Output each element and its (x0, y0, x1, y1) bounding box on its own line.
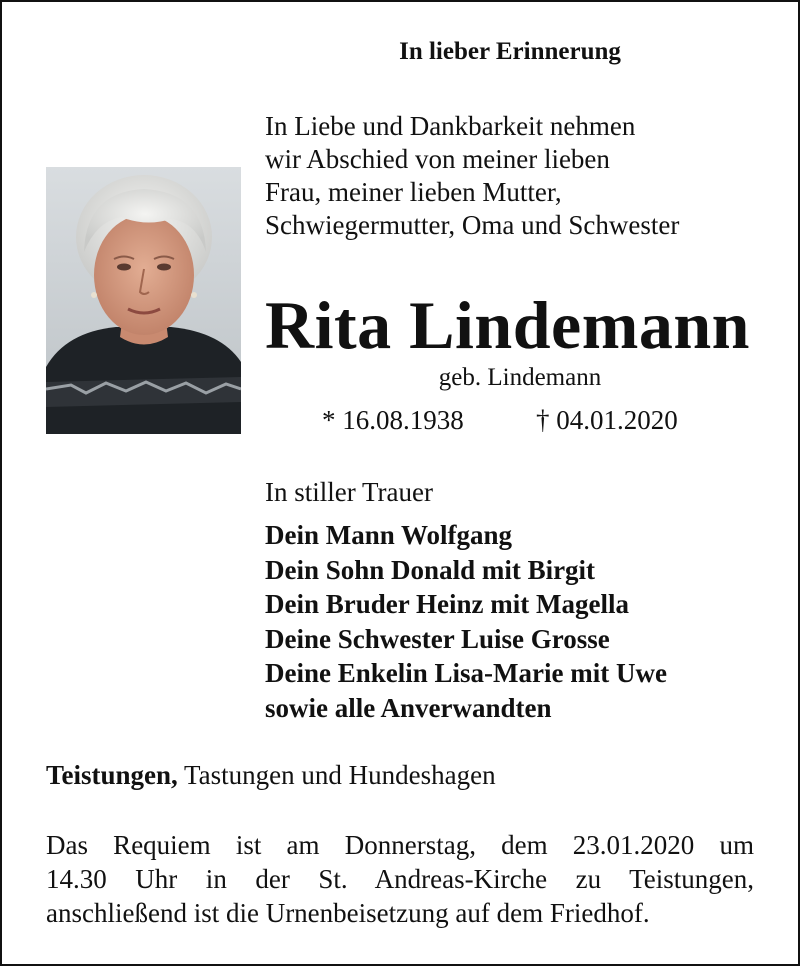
portrait-photo (46, 167, 241, 434)
requiem-line: Das Requiem ist am Donnerstag, dem 23.01.2020 um (46, 830, 754, 860)
intro-text (265, 110, 785, 242)
mourner-line: sowie alle Anverwandten (265, 692, 552, 723)
mourner-line: Dein Bruder Heinz mit Magella (265, 589, 629, 619)
intro-line: Schwiegermutter, Oma und Schwester (265, 210, 680, 240)
death-date: † 04.01.2020 (536, 405, 678, 435)
mourner-line: Dein Mann Wolfgang (265, 520, 513, 550)
location-line (46, 760, 496, 791)
maiden-name: geb. Lindemann (438, 364, 602, 391)
requiem-line: 14.30 Uhr in der St. Andreas-Kirche zu Teistungen, (46, 864, 754, 894)
mourning-phrase: In stiller Trauer (265, 477, 433, 507)
obituary-heading: In lieber Erinnerung (399, 38, 621, 65)
mourner-line: Deine Schwester Luise Grosse (265, 623, 610, 654)
birth-date: * 16.08.1938 (322, 405, 464, 435)
intro-line: In Liebe und Dankbarkeit nehmen (265, 111, 636, 141)
requiem-notice (46, 828, 754, 930)
location-rest: Tastungen und Hundeshagen (177, 760, 496, 790)
mourners-list (265, 518, 785, 725)
mourner-line: Dein Sohn Donald mit Birgit (265, 554, 596, 585)
deceased-name: Rita Lindemann (265, 287, 750, 363)
intro-line: wir Abschied von meiner lieben (265, 144, 610, 174)
requiem-line: anschließend ist die Urnenbeisetzung auf dem Friedhof. (46, 898, 650, 928)
mourner-line: Deine Enkelin Lisa-Marie mit Uwe (265, 658, 667, 688)
intro-line: Frau, meiner lieben Mutter, (265, 177, 562, 207)
location-main: Teistungen, (46, 760, 178, 790)
